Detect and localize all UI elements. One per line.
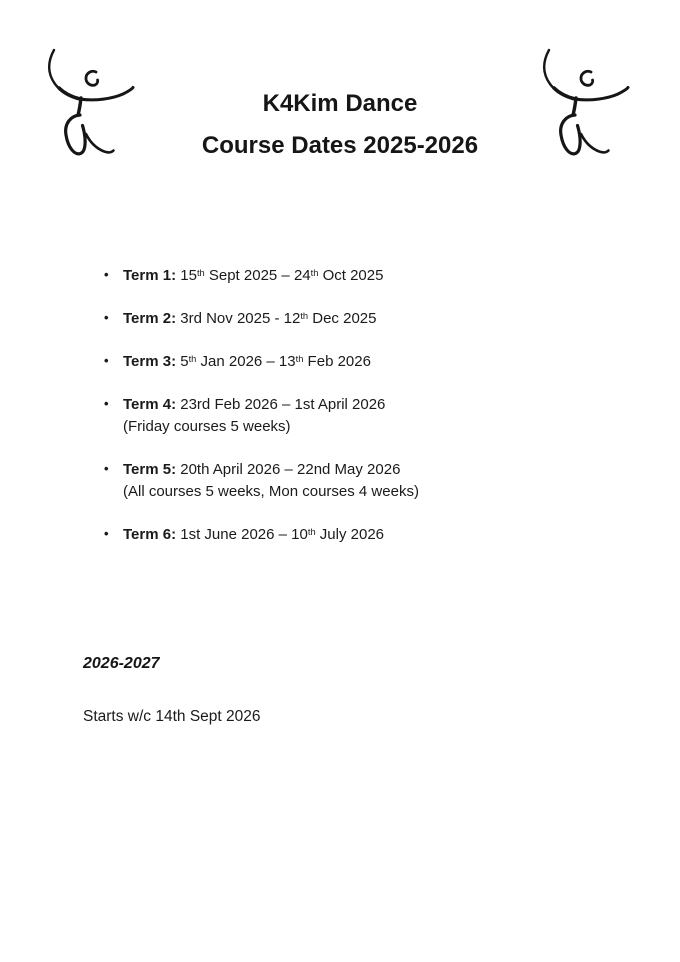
document-title xyxy=(0,83,680,167)
term-list xyxy=(103,265,583,567)
term-note: (Friday courses 5 weeks) xyxy=(123,418,291,435)
term-dates: 15th Sept 2025 – 24th Oct 2025 xyxy=(180,267,384,284)
term-label: Term 6: xyxy=(123,526,177,543)
term-line xyxy=(123,459,583,481)
term-label: Term 2: xyxy=(123,310,177,327)
ordinal-superscript: th xyxy=(300,310,309,321)
term-item-1 xyxy=(103,265,583,287)
term-line xyxy=(123,394,583,416)
term-item-2 xyxy=(103,308,583,330)
term-line xyxy=(123,351,583,373)
term-item-6 xyxy=(103,524,583,546)
term-label: Term 4: xyxy=(123,396,177,413)
term-dates: 5th Jan 2026 – 13th Feb 2026 xyxy=(180,353,371,370)
term-label: Term 3: xyxy=(123,353,177,370)
title-line-1: K4Kim Dance xyxy=(262,90,418,117)
title-line-2: Course Dates 2025-2026 xyxy=(201,132,479,159)
term-line xyxy=(123,308,583,330)
term-note: (All courses 5 weeks, Mon courses 4 weeks) xyxy=(123,483,419,500)
ordinal-superscript: th xyxy=(196,267,205,278)
term-dates: 1st June 2026 – 10th July 2026 xyxy=(180,526,385,543)
ordinal-superscript: th xyxy=(310,267,319,278)
next-season-heading: 2026-2027 xyxy=(83,655,160,672)
term-line xyxy=(123,265,583,287)
term-label: Term 5: xyxy=(123,461,177,478)
term-item-5 xyxy=(103,459,583,503)
term-dates: 23rd Feb 2026 – 1st April 2026 xyxy=(180,396,386,413)
term-line xyxy=(123,524,583,546)
term-label: Term 1: xyxy=(123,267,177,284)
term-dates: 20th April 2026 – 22nd May 2026 xyxy=(180,461,401,478)
term-dates: 3rd Nov 2025 - 12th Dec 2025 xyxy=(180,310,377,327)
ordinal-superscript: th xyxy=(295,353,304,364)
next-season-start: Starts w/c 14th Sept 2026 xyxy=(83,708,261,725)
ordinal-superscript: th xyxy=(188,353,197,364)
term-item-3 xyxy=(103,351,583,373)
term-item-4 xyxy=(103,394,583,438)
ordinal-superscript: th xyxy=(307,526,316,537)
